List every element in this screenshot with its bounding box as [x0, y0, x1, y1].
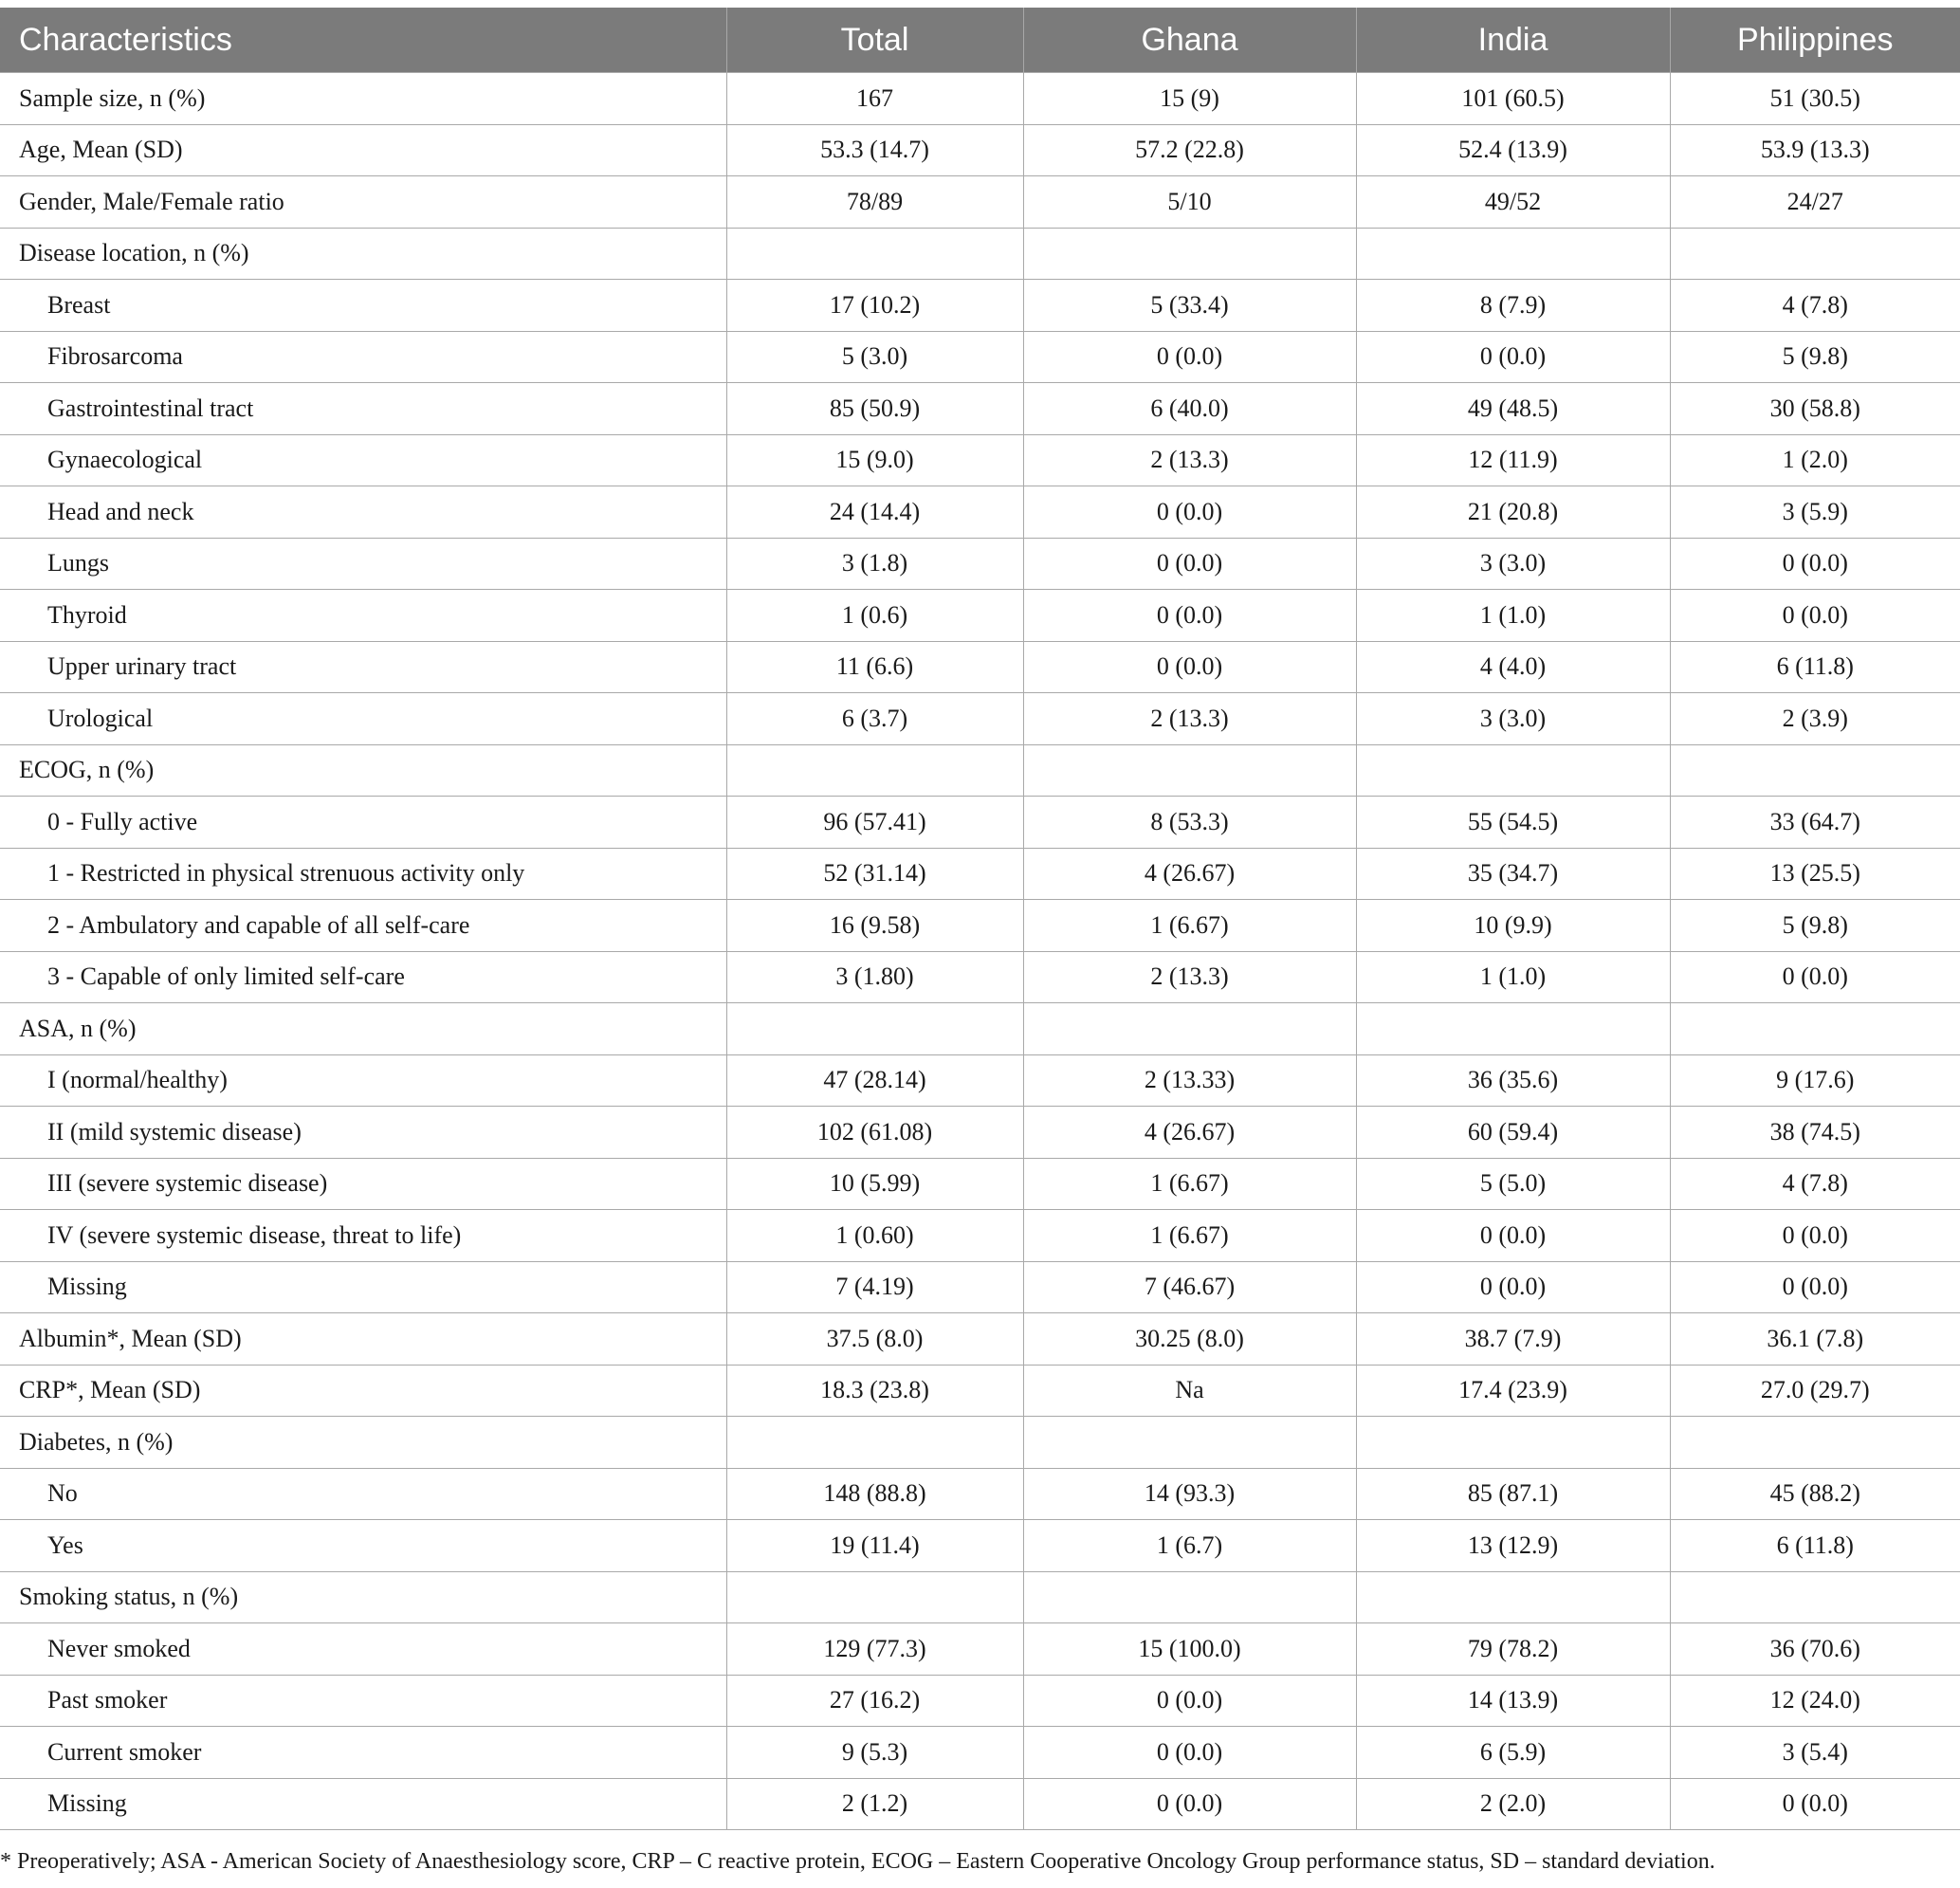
- cell-ghana: 0 (0.0): [1023, 590, 1356, 642]
- cell-total: 5 (3.0): [726, 331, 1023, 383]
- cell-total: 16 (9.58): [726, 900, 1023, 952]
- cell-ghana: 57.2 (22.8): [1023, 124, 1356, 176]
- row-label: 2 - Ambulatory and capable of all self-care: [0, 900, 726, 952]
- table-row: [0, 1365, 1960, 1417]
- cell-total: 2 (1.2): [726, 1778, 1023, 1830]
- table-row: [0, 848, 1960, 900]
- table-row: [0, 641, 1960, 693]
- row-label: ECOG, n (%): [0, 744, 726, 797]
- cell-india: 60 (59.4): [1356, 1107, 1670, 1159]
- row-label: Sample size, n (%): [0, 73, 726, 125]
- cell-india: 49 (48.5): [1356, 383, 1670, 435]
- cell-philippines: 4 (7.8): [1670, 1158, 1960, 1210]
- cell-ghana: 0 (0.0): [1023, 1727, 1356, 1779]
- table-row: [0, 1313, 1960, 1366]
- cell-philippines: [1670, 228, 1960, 280]
- cell-india: 36 (35.6): [1356, 1054, 1670, 1107]
- row-label: 1 - Restricted in physical strenuous activity only: [0, 848, 726, 900]
- cell-india: 8 (7.9): [1356, 280, 1670, 332]
- cell-india: 38.7 (7.9): [1356, 1313, 1670, 1366]
- cell-total: 15 (9.0): [726, 434, 1023, 486]
- cell-philippines: 3 (5.9): [1670, 486, 1960, 539]
- table-row: [0, 744, 1960, 797]
- cell-ghana: [1023, 744, 1356, 797]
- table-row: [0, 1468, 1960, 1520]
- row-label: CRP*, Mean (SD): [0, 1365, 726, 1417]
- cell-india: 6 (5.9): [1356, 1727, 1670, 1779]
- cell-ghana: 1 (6.67): [1023, 900, 1356, 952]
- cell-philippines: 9 (17.6): [1670, 1054, 1960, 1107]
- cell-total: 3 (1.8): [726, 538, 1023, 590]
- cell-ghana: 1 (6.7): [1023, 1520, 1356, 1572]
- cell-ghana: 30.25 (8.0): [1023, 1313, 1356, 1366]
- table-row: [0, 434, 1960, 486]
- cell-philippines: [1670, 744, 1960, 797]
- characteristics-table: [0, 8, 1960, 1830]
- table-container: [0, 8, 1960, 1830]
- cell-ghana: Na: [1023, 1365, 1356, 1417]
- header-india: India: [1356, 8, 1670, 73]
- row-label: No: [0, 1468, 726, 1520]
- cell-philippines: 5 (9.8): [1670, 900, 1960, 952]
- cell-total: 129 (77.3): [726, 1623, 1023, 1676]
- cell-ghana: 2 (13.33): [1023, 1054, 1356, 1107]
- table-row: [0, 1520, 1960, 1572]
- cell-total: 78/89: [726, 176, 1023, 229]
- cell-india: [1356, 1003, 1670, 1055]
- cell-ghana: 0 (0.0): [1023, 641, 1356, 693]
- cell-philippines: 36.1 (7.8): [1670, 1313, 1960, 1366]
- cell-total: 1 (0.6): [726, 590, 1023, 642]
- cell-ghana: 2 (13.3): [1023, 951, 1356, 1003]
- table-row: [0, 1571, 1960, 1623]
- row-label: Lungs: [0, 538, 726, 590]
- cell-philippines: 24/27: [1670, 176, 1960, 229]
- cell-ghana: [1023, 1571, 1356, 1623]
- cell-india: [1356, 1571, 1670, 1623]
- table-row: [0, 486, 1960, 539]
- table-row: [0, 1675, 1960, 1727]
- table-row: [0, 693, 1960, 745]
- row-label: Current smoker: [0, 1727, 726, 1779]
- cell-philippines: 5 (9.8): [1670, 331, 1960, 383]
- cell-total: [726, 1571, 1023, 1623]
- cell-philippines: [1670, 1571, 1960, 1623]
- cell-india: 1 (1.0): [1356, 590, 1670, 642]
- cell-total: 47 (28.14): [726, 1054, 1023, 1107]
- cell-philippines: 27.0 (29.7): [1670, 1365, 1960, 1417]
- table-row: [0, 331, 1960, 383]
- cell-philippines: 6 (11.8): [1670, 641, 1960, 693]
- cell-total: 10 (5.99): [726, 1158, 1023, 1210]
- table-row: [0, 1054, 1960, 1107]
- row-label: Breast: [0, 280, 726, 332]
- cell-total: 148 (88.8): [726, 1468, 1023, 1520]
- cell-ghana: 14 (93.3): [1023, 1468, 1356, 1520]
- cell-ghana: 0 (0.0): [1023, 538, 1356, 590]
- cell-ghana: 2 (13.3): [1023, 693, 1356, 745]
- cell-india: 17.4 (23.9): [1356, 1365, 1670, 1417]
- table-row: [0, 176, 1960, 229]
- table-row: [0, 538, 1960, 590]
- table-row: [0, 1417, 1960, 1469]
- cell-philippines: 13 (25.5): [1670, 848, 1960, 900]
- cell-total: 96 (57.41): [726, 797, 1023, 849]
- table-row: [0, 124, 1960, 176]
- cell-total: 37.5 (8.0): [726, 1313, 1023, 1366]
- row-label: Missing: [0, 1778, 726, 1830]
- cell-total: 85 (50.9): [726, 383, 1023, 435]
- cell-ghana: [1023, 1003, 1356, 1055]
- cell-total: 167: [726, 73, 1023, 125]
- cell-total: 6 (3.7): [726, 693, 1023, 745]
- header-ghana: Ghana: [1023, 8, 1356, 73]
- table-row: [0, 1003, 1960, 1055]
- cell-total: 19 (11.4): [726, 1520, 1023, 1572]
- cell-total: 9 (5.3): [726, 1727, 1023, 1779]
- row-label: Diabetes, n (%): [0, 1417, 726, 1469]
- table-row: [0, 73, 1960, 125]
- cell-india: 79 (78.2): [1356, 1623, 1670, 1676]
- cell-india: 35 (34.7): [1356, 848, 1670, 900]
- table-row: [0, 951, 1960, 1003]
- cell-philippines: 0 (0.0): [1670, 951, 1960, 1003]
- header-row: [0, 8, 1960, 73]
- table-row: [0, 280, 1960, 332]
- cell-india: 14 (13.9): [1356, 1675, 1670, 1727]
- row-label: Missing: [0, 1261, 726, 1313]
- cell-ghana: 0 (0.0): [1023, 331, 1356, 383]
- cell-philippines: 0 (0.0): [1670, 590, 1960, 642]
- cell-ghana: [1023, 228, 1356, 280]
- cell-india: 49/52: [1356, 176, 1670, 229]
- row-label: I (normal/healthy): [0, 1054, 726, 1107]
- cell-philippines: 0 (0.0): [1670, 1261, 1960, 1313]
- cell-philippines: 30 (58.8): [1670, 383, 1960, 435]
- cell-ghana: 2 (13.3): [1023, 434, 1356, 486]
- cell-philippines: 3 (5.4): [1670, 1727, 1960, 1779]
- row-label: 3 - Capable of only limited self-care: [0, 951, 726, 1003]
- row-label: Albumin*, Mean (SD): [0, 1313, 726, 1366]
- cell-india: 1 (1.0): [1356, 951, 1670, 1003]
- cell-total: [726, 1417, 1023, 1469]
- row-label: Yes: [0, 1520, 726, 1572]
- table-row: [0, 1158, 1960, 1210]
- row-label: Gender, Male/Female ratio: [0, 176, 726, 229]
- cell-india: 55 (54.5): [1356, 797, 1670, 849]
- cell-india: 0 (0.0): [1356, 1210, 1670, 1262]
- table-row: [0, 228, 1960, 280]
- table-row: [0, 1261, 1960, 1313]
- row-label: IV (severe systemic disease, threat to life): [0, 1210, 726, 1262]
- cell-ghana: 0 (0.0): [1023, 1675, 1356, 1727]
- cell-india: 21 (20.8): [1356, 486, 1670, 539]
- cell-philippines: 0 (0.0): [1670, 538, 1960, 590]
- cell-philippines: 0 (0.0): [1670, 1778, 1960, 1830]
- row-label: Head and neck: [0, 486, 726, 539]
- cell-philippines: 51 (30.5): [1670, 73, 1960, 125]
- cell-total: [726, 228, 1023, 280]
- table-footnote: * Preoperatively; ASA - American Society of Anaesthesiology score, CRP – C reactive protein, ECOG – Eastern Cooperative Oncology Group performance status, SD – standard deviation.: [0, 1849, 1715, 1874]
- cell-ghana: 5 (33.4): [1023, 280, 1356, 332]
- cell-india: 2 (2.0): [1356, 1778, 1670, 1830]
- cell-ghana: 15 (100.0): [1023, 1623, 1356, 1676]
- cell-philippines: 2 (3.9): [1670, 693, 1960, 745]
- table-row: [0, 797, 1960, 849]
- cell-total: 18.3 (23.8): [726, 1365, 1023, 1417]
- table-row: [0, 383, 1960, 435]
- row-label: 0 - Fully active: [0, 797, 726, 849]
- cell-total: 1 (0.60): [726, 1210, 1023, 1262]
- cell-total: 17 (10.2): [726, 280, 1023, 332]
- row-label: Thyroid: [0, 590, 726, 642]
- row-label: II (mild systemic disease): [0, 1107, 726, 1159]
- cell-india: 13 (12.9): [1356, 1520, 1670, 1572]
- cell-total: 52 (31.14): [726, 848, 1023, 900]
- table-row: [0, 1727, 1960, 1779]
- cell-ghana: 6 (40.0): [1023, 383, 1356, 435]
- cell-total: 53.3 (14.7): [726, 124, 1023, 176]
- cell-philippines: 53.9 (13.3): [1670, 124, 1960, 176]
- cell-total: 7 (4.19): [726, 1261, 1023, 1313]
- cell-total: [726, 744, 1023, 797]
- row-label: Never smoked: [0, 1623, 726, 1676]
- cell-india: 3 (3.0): [1356, 693, 1670, 745]
- cell-total: [726, 1003, 1023, 1055]
- header-philippines: Philippines: [1670, 8, 1960, 73]
- cell-ghana: 4 (26.67): [1023, 848, 1356, 900]
- cell-india: [1356, 744, 1670, 797]
- cell-total: 24 (14.4): [726, 486, 1023, 539]
- cell-india: 101 (60.5): [1356, 73, 1670, 125]
- header-characteristics: Characteristics: [0, 8, 726, 73]
- cell-total: 3 (1.80): [726, 951, 1023, 1003]
- table-row: [0, 900, 1960, 952]
- cell-philippines: 6 (11.8): [1670, 1520, 1960, 1572]
- cell-philippines: 12 (24.0): [1670, 1675, 1960, 1727]
- cell-total: 27 (16.2): [726, 1675, 1023, 1727]
- cell-ghana: 1 (6.67): [1023, 1158, 1356, 1210]
- cell-philippines: 33 (64.7): [1670, 797, 1960, 849]
- table-row: [0, 590, 1960, 642]
- cell-india: 52.4 (13.9): [1356, 124, 1670, 176]
- cell-philippines: 38 (74.5): [1670, 1107, 1960, 1159]
- cell-india: 12 (11.9): [1356, 434, 1670, 486]
- cell-ghana: 15 (9): [1023, 73, 1356, 125]
- cell-india: 0 (0.0): [1356, 331, 1670, 383]
- cell-india: 10 (9.9): [1356, 900, 1670, 952]
- cell-philippines: 1 (2.0): [1670, 434, 1960, 486]
- cell-philippines: 36 (70.6): [1670, 1623, 1960, 1676]
- table-row: [0, 1107, 1960, 1159]
- table-row: [0, 1778, 1960, 1830]
- table-body: [0, 73, 1960, 1830]
- row-label: Age, Mean (SD): [0, 124, 726, 176]
- cell-ghana: 8 (53.3): [1023, 797, 1356, 849]
- row-label: Gynaecological: [0, 434, 726, 486]
- row-label: Past smoker: [0, 1675, 726, 1727]
- cell-total: 102 (61.08): [726, 1107, 1023, 1159]
- row-label: Gastrointestinal tract: [0, 383, 726, 435]
- cell-ghana: 0 (0.0): [1023, 486, 1356, 539]
- cell-ghana: 5/10: [1023, 176, 1356, 229]
- row-label: ASA, n (%): [0, 1003, 726, 1055]
- table-header: [0, 8, 1960, 73]
- row-label: Smoking status, n (%): [0, 1571, 726, 1623]
- cell-india: 0 (0.0): [1356, 1261, 1670, 1313]
- row-label: Upper urinary tract: [0, 641, 726, 693]
- cell-ghana: 4 (26.67): [1023, 1107, 1356, 1159]
- cell-india: [1356, 1417, 1670, 1469]
- cell-ghana: [1023, 1417, 1356, 1469]
- table-row: [0, 1210, 1960, 1262]
- header-total: Total: [726, 8, 1023, 73]
- cell-india: [1356, 228, 1670, 280]
- cell-ghana: 7 (46.67): [1023, 1261, 1356, 1313]
- cell-philippines: 45 (88.2): [1670, 1468, 1960, 1520]
- cell-total: 11 (6.6): [726, 641, 1023, 693]
- row-label: Urological: [0, 693, 726, 745]
- cell-india: 4 (4.0): [1356, 641, 1670, 693]
- table-row: [0, 1623, 1960, 1676]
- cell-philippines: [1670, 1417, 1960, 1469]
- cell-philippines: 0 (0.0): [1670, 1210, 1960, 1262]
- cell-india: 5 (5.0): [1356, 1158, 1670, 1210]
- cell-india: 3 (3.0): [1356, 538, 1670, 590]
- cell-philippines: 4 (7.8): [1670, 280, 1960, 332]
- cell-philippines: [1670, 1003, 1960, 1055]
- row-label: Disease location, n (%): [0, 228, 726, 280]
- row-label: Fibrosarcoma: [0, 331, 726, 383]
- row-label: III (severe systemic disease): [0, 1158, 726, 1210]
- cell-india: 85 (87.1): [1356, 1468, 1670, 1520]
- cell-ghana: 1 (6.67): [1023, 1210, 1356, 1262]
- cell-ghana: 0 (0.0): [1023, 1778, 1356, 1830]
